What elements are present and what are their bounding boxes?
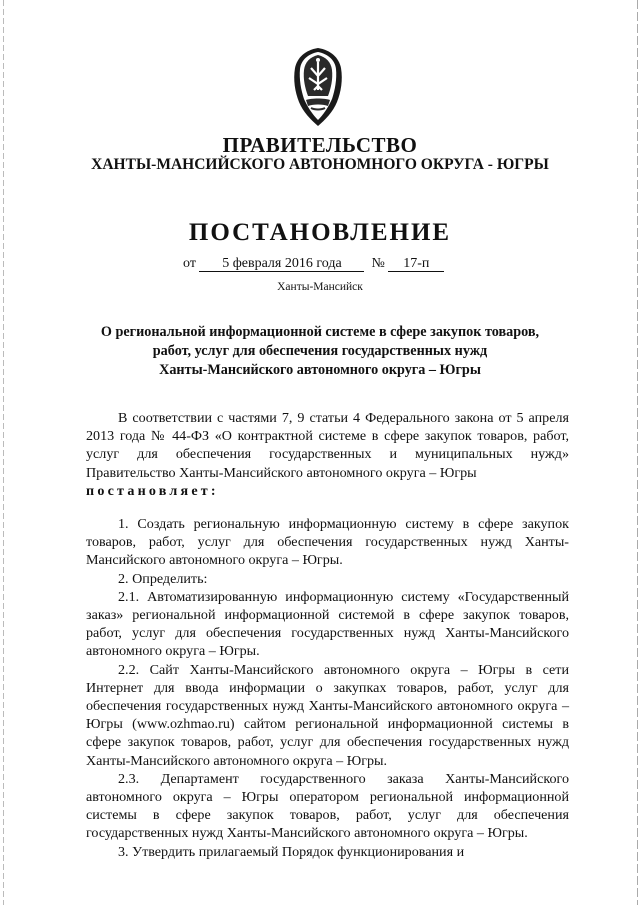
preamble-text: В соответствии с частями 7, 9 статьи 4 Федерального закона от 5 апреля 2013 года № 44-ФЗ «О контрактной системе в сфере закупок товаров, работ, услуг для обеспечения государственных и муниципальных нужд» Правительство Ханты-Мансийского автономного округа – Югры (86, 410, 569, 481)
number-label: № (371, 256, 385, 271)
decree-type-heading: ПОСТАНОВЛЕНИЕ (188, 219, 452, 246)
title-line-2: работ, услуг для обеспечения государственных нужд (152, 343, 488, 359)
resolves-word: постановляет: (86, 482, 219, 499)
title-line-3: Ханты-Мансийского автономного округа – Югры (159, 362, 481, 378)
document-title (0, 323, 640, 380)
item-3: 3. Утвердить прилагаемый Порядок функционирования и (118, 843, 465, 860)
from-label: от (183, 256, 196, 271)
decree-place: Ханты-Мансийск (277, 281, 363, 293)
decree-number: 17-п (388, 256, 444, 272)
item-2: 2. Определить: (118, 570, 208, 587)
preamble (86, 409, 569, 500)
decree-date: 5 февраля 2016 года (199, 256, 364, 272)
decree-items (86, 515, 569, 861)
item-1: 1. Создать региональную информационную систему в сфере закупок товаров, работ, услуг для обеспечения государственных нужд Ханты-Мансийского автономного округа – Югры. (86, 516, 569, 569)
title-line-1: О региональной информационной системе в сфере закупок товаров, (100, 324, 540, 340)
item-2-1: 2.1. Автоматизированную информационную систему «Государственный заказ» региональной информационной системой в сфере закупок товаров, работ, услуг для обеспечения государственных нужд Ханты-Мансийского автономного округа – Югры. (86, 588, 569, 660)
item-2-3: 2.3. Департамент государственного заказа Ханты-Мансийского автономного округа – Югры оператором региональной информационной системы в сфере закупок товаров, работ, услуг для обеспечения государственных нужд Ханты-Мансийского автономного округа – Югры. (86, 770, 569, 842)
government-subtitle: ХАНТЫ-МАНСИЙСКОГО АВТОНОМНОГО ОКРУГА - ЮГРЫ (91, 156, 549, 173)
item-2-2: 2.2. Сайт Ханты-Мансийского автономного округа – Югры в сети Интернет для ввода информации о закупках товаров, работ, услуг для обеспечения государственных нужд Ханты-Мансийского автономного округа – Югры (www.ozhmao.ru) сайтом региональной информационной системы в сфере закупок товаров, работ, услуг для обеспечения государственных нужд Ханты-Мансийского автономного округа – Югры. (86, 661, 569, 769)
government-title: ПРАВИТЕЛЬСТВО (222, 133, 418, 157)
coat-of-arms-emblem (287, 46, 349, 128)
decree-date-line (183, 256, 444, 272)
